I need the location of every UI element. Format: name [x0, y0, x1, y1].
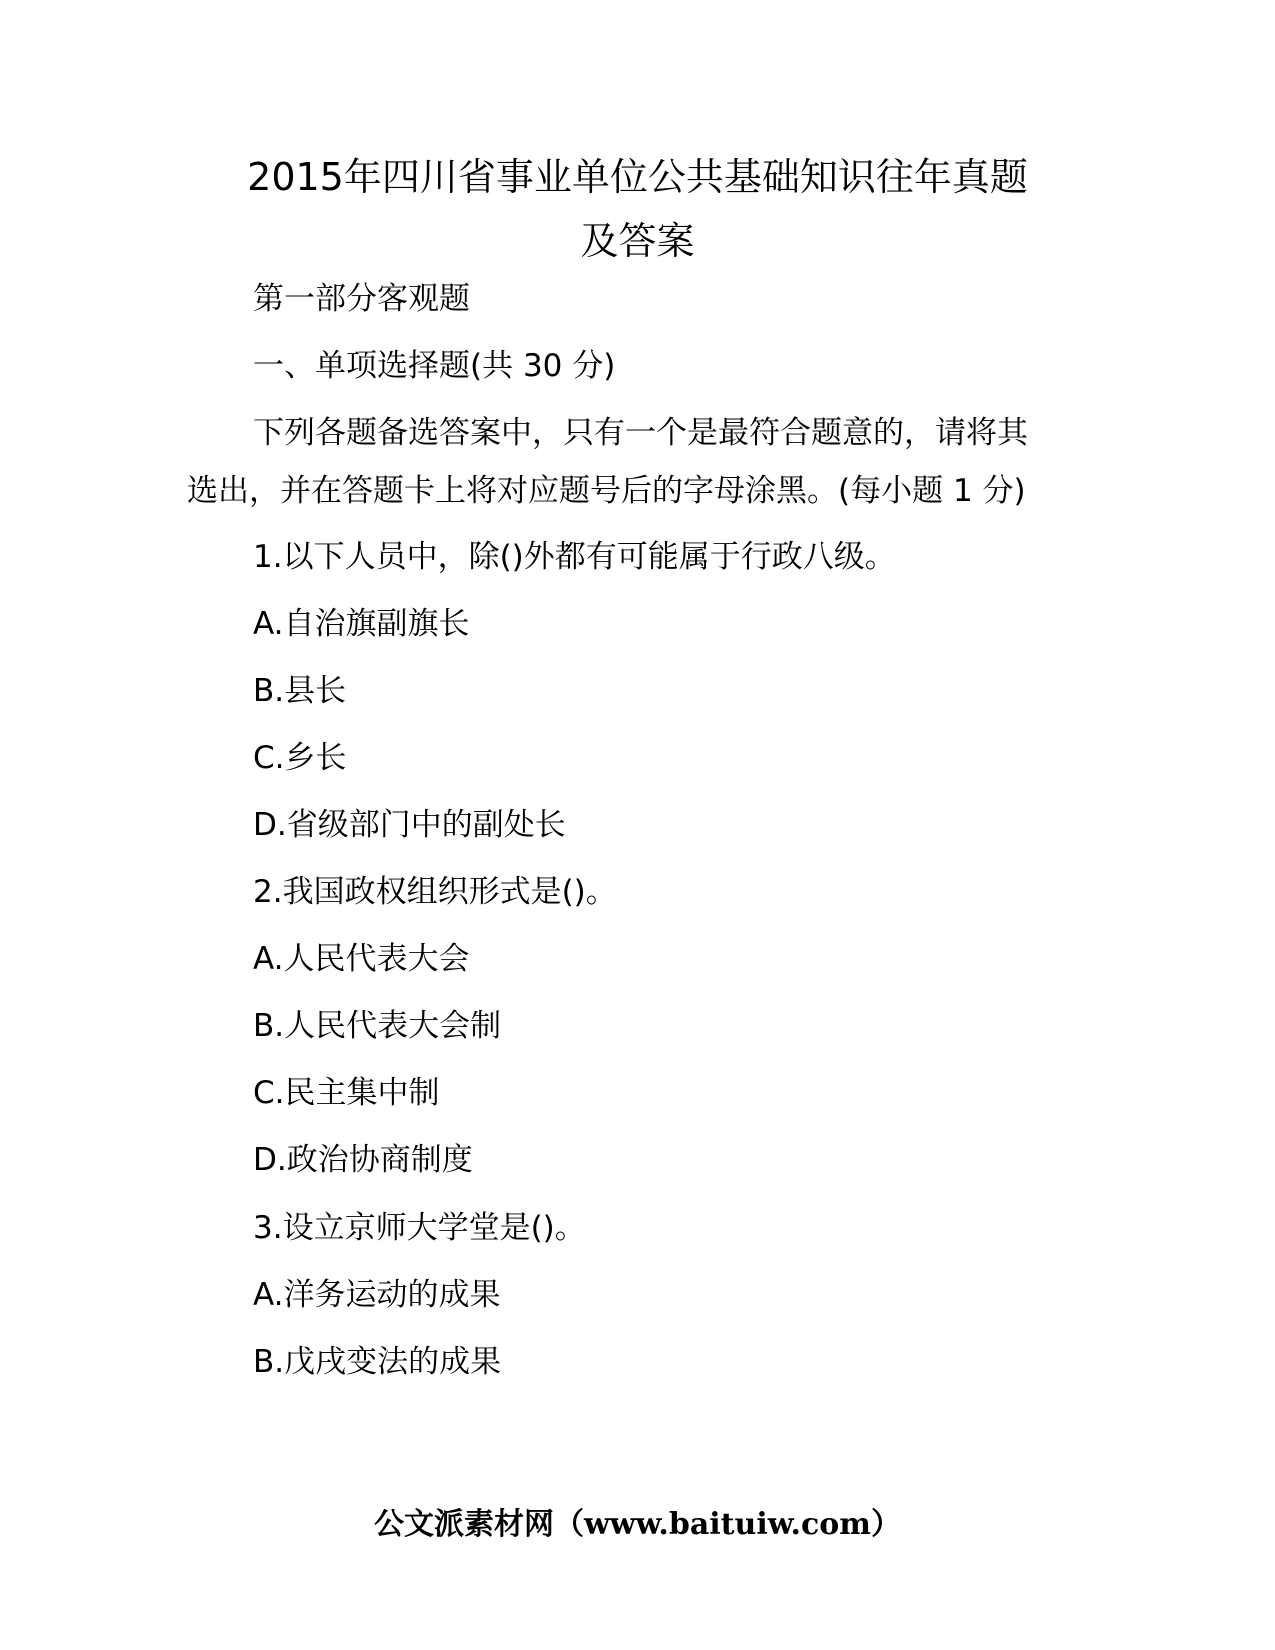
- question-2-option-c: C.民主集中制: [253, 1075, 440, 1111]
- section-heading: 第一部分客观题: [253, 281, 470, 317]
- footer-watermark-text: 公文派素材网（www.baituiw.com）: [373, 1507, 902, 1542]
- question-2-option-a: A.人民代表大会: [253, 941, 470, 977]
- question-3-option-b: B.戊戌变法的成果: [253, 1344, 502, 1380]
- question-3-option-a: A.洋务运动的成果: [253, 1277, 501, 1313]
- question-2-option-b: B.人民代表大会制: [253, 1008, 502, 1044]
- document-title-line-1: 2015年四川省事业单位公共基础知识往年真题: [247, 155, 1028, 199]
- question-1-stem: 1.以下人员中，除()外都有可能属于行政八级。: [253, 539, 896, 575]
- question-1-option-d: D.省级部门中的副处长: [253, 807, 566, 843]
- question-3-stem: 3.设立京师大学堂是()。: [253, 1210, 586, 1246]
- instructions-line-1: 下列各题备选答案中，只有一个是最符合题意的，请将其: [253, 415, 1028, 451]
- question-2-option-d: D.政治协商制度: [253, 1142, 473, 1178]
- subsection-heading: 一、单项选择题(共 30 分): [253, 348, 616, 384]
- question-2-stem: 2.我国政权组织形式是()。: [253, 874, 617, 910]
- instructions-line-2: 选出，并在答题卡上将对应题号后的字母涂黑。(每小题 1 分): [187, 473, 1026, 509]
- question-1-option-b: B.县长: [253, 673, 347, 709]
- document-title-line-2: 及答案: [580, 219, 695, 263]
- question-1-option-c: C.乡长: [253, 740, 347, 776]
- question-1-option-a: A.自治旗副旗长: [253, 606, 470, 642]
